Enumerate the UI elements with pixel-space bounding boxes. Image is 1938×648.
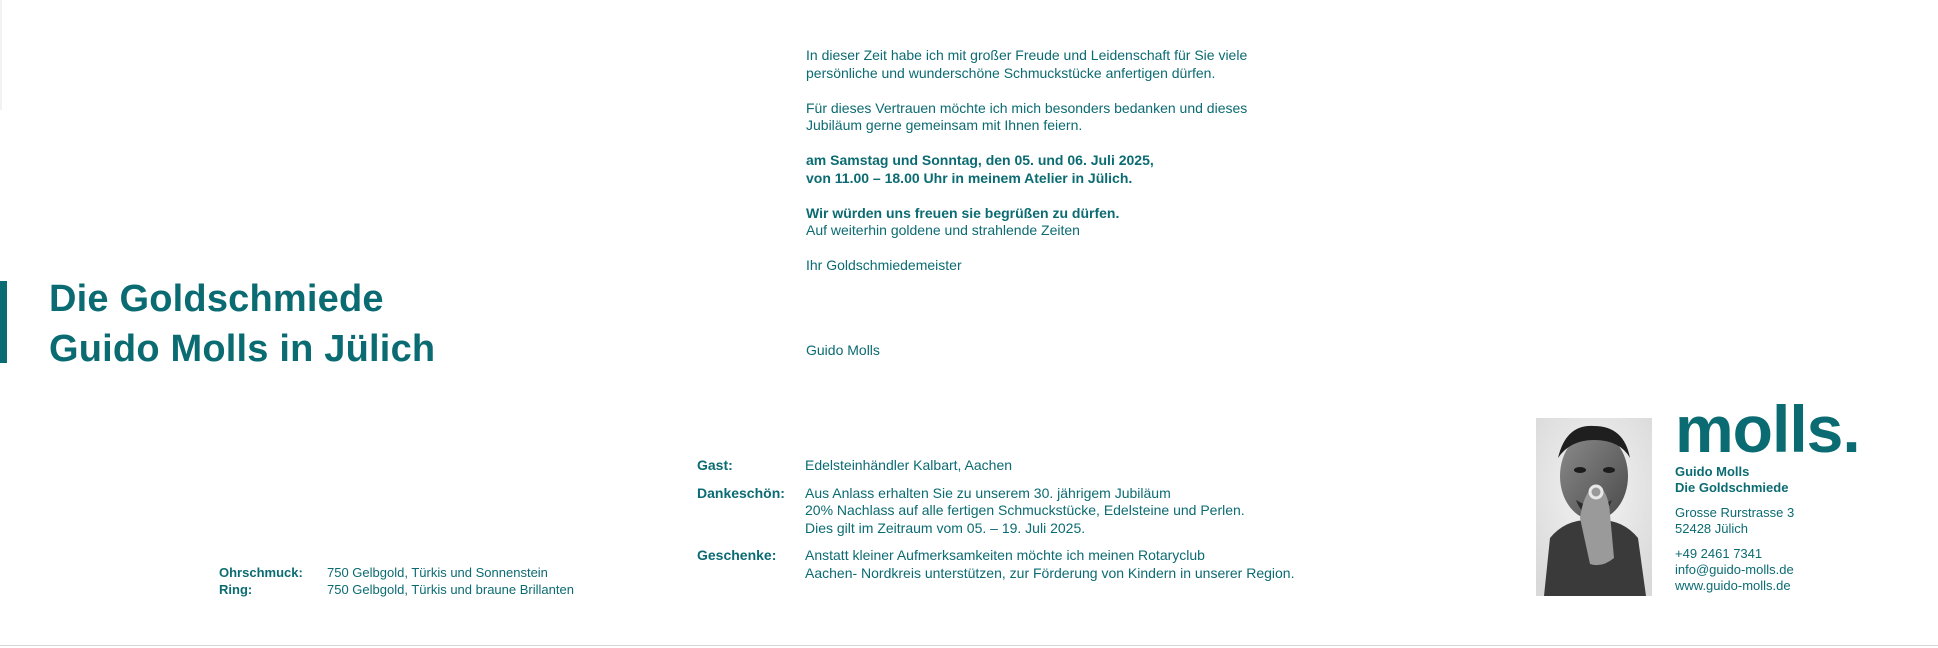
jewelry-value: 750 Gelbgold, Türkis und Sonnenstein: [327, 565, 548, 580]
letter-paragraph-1: [806, 47, 1326, 82]
letter-line: Für dieses Vertrauen möchte ich mich besonders bedanken und dieses: [806, 99, 1248, 116]
info-value: [805, 457, 1012, 475]
jewelry-row-ring: [219, 581, 574, 598]
info-label: Gast:: [697, 457, 733, 473]
info-line: Anstatt kleiner Aufmerksamkeiten möchte ich meinen Rotaryclub: [805, 547, 1205, 563]
info-line: Edelsteinhändler Kalbart, Aachen: [805, 457, 1013, 473]
letter-paragraph-2: [806, 100, 1326, 135]
signature: Guido Molls: [806, 342, 880, 358]
headline-accent-bar: [0, 281, 7, 363]
jewelry-caption: [219, 564, 574, 598]
info-label: Geschenke:: [697, 547, 777, 563]
jewelry-row-earrings: [219, 564, 574, 581]
jewelry-label: Ring:: [219, 582, 253, 597]
info-line: Aachen- Nordkreis unterstützen, zur Förderung von Kindern in unserer Region.: [805, 564, 1295, 581]
jewelry-value: 750 Gelbgold, Türkis und braune Brillanten: [327, 582, 574, 597]
letter-line: persönliche und wunderschöne Schmuckstücke anfertigen dürfen.: [806, 64, 1216, 81]
info-label: Dankeschön:: [697, 484, 785, 501]
brand-block: [1675, 392, 1860, 594]
email-link[interactable]: info@guido-molls.de: [1675, 562, 1794, 577]
info-value: [805, 547, 1294, 582]
portrait-photo: [1536, 418, 1652, 596]
contact-details: [1675, 464, 1860, 594]
event-time: von 11.00 – 18.00 Uhr in meinem Atelier in Jülich.: [806, 169, 1133, 186]
letter-line: Jubiläum gerne gemeinsam mit Ihnen feiern.: [806, 117, 1083, 133]
info-line: Dies gilt im Zeitraum vom 05. – 19. Juli 2025.: [805, 519, 1086, 536]
closing-title: Ihr Goldschmiedemeister: [806, 257, 962, 273]
invitation-letter: [806, 47, 1326, 292]
website-link[interactable]: www.guido-molls.de: [1675, 578, 1791, 593]
event-info: [697, 457, 1294, 592]
headline-line-1: Die Goldschmiede: [49, 278, 384, 320]
info-row-gifts: [697, 547, 1294, 582]
letter-closing: [806, 257, 1326, 275]
owner-name: Guido Molls: [1675, 464, 1750, 479]
bottom-divider: [0, 645, 1938, 646]
info-line: Aus Anlass erhalten Sie zu unserem 30. jährigem Jubiläum: [805, 484, 1171, 501]
welcome-line: Wir würden uns freuen sie begrüßen zu dürfen.: [806, 204, 1120, 221]
info-value: [805, 485, 1245, 538]
wishes-line: Auf weiterhin goldene und strahlende Zeiten: [806, 222, 1080, 238]
phone-number: +49 2461 7341: [1675, 546, 1763, 561]
headline-line-2: Guido Molls in Jülich: [49, 328, 436, 370]
letter-line: In dieser Zeit habe ich mit großer Freude und Leidenschaft für Sie viele: [806, 47, 1248, 63]
page-edge: [0, 0, 2, 110]
headline: [49, 274, 435, 374]
business-subtitle: Die Goldschmiede: [1675, 480, 1789, 495]
letter-paragraph-4: [806, 205, 1326, 240]
info-line: 20% Nachlass auf alle fertigen Schmuckstücke, Edelsteine und Perlen.: [805, 502, 1245, 518]
info-row-thanks: [697, 485, 1294, 538]
info-row-guest: [697, 457, 1294, 475]
jewelry-label: Ohrschmuck:: [219, 565, 303, 580]
city-address: 52428 Jülich: [1675, 521, 1748, 536]
event-date-paragraph: [806, 152, 1326, 187]
molls-logo: molls.: [1675, 392, 1860, 466]
street-address: Grosse Rurstrasse 3: [1675, 505, 1795, 520]
event-date: am Samstag und Sonntag, den 05. und 06. Juli 2025,: [806, 152, 1154, 168]
